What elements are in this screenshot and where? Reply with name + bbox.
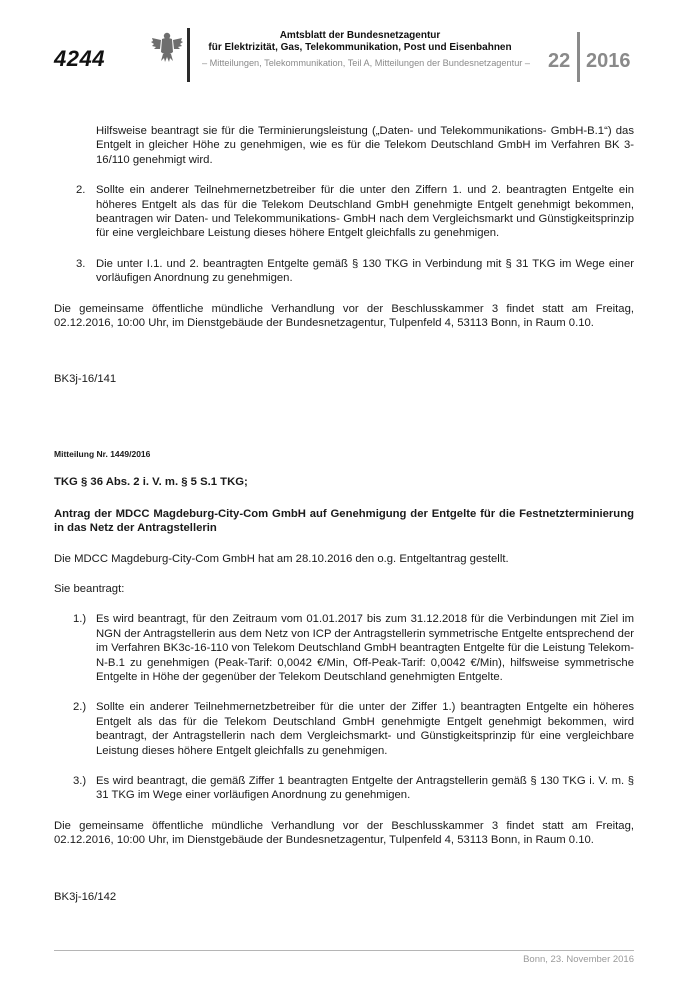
footer-date: Bonn, 23. November 2016 xyxy=(523,954,634,965)
issue-number: 22 xyxy=(548,50,571,72)
notice-reference: BK3j-16/142 xyxy=(54,890,117,903)
section1-intro: Hilfsweise beantragt sie für die Terminierungsleistung („Daten- und Telekommunikations- GmbH-B.1“) das Entgelt in gleicher Höhe zu genehmigen, wie es für die Telekom Deutschland GmbH im Verfahren BK 3-16/110 genehmigt wird. xyxy=(96,125,634,166)
list-item xyxy=(54,183,634,241)
list-item-text: Die unter I.1. und 2. beantragten Entgelte gemäß § 130 TKG in Verbindung mit § 31 TKG im Wege einer vorläufigen Anordnung zu genehmigen. xyxy=(96,257,634,285)
list-item xyxy=(54,774,634,803)
page-number: 4244 xyxy=(54,46,105,71)
document-body xyxy=(54,124,634,904)
footer-divider xyxy=(54,950,634,951)
issue-year: 2016 xyxy=(586,50,631,72)
header-divider xyxy=(187,28,190,82)
list-item-text: Sollte ein anderer Teilnehmernetzbetreiber für die unter den Ziffern 1. und 2. beantragten Entgelte ein höheres Entgelt als das für die Telekom Deutschland GmbH genehmigte Entgelt genehmigt bekommen, beantragen wir Daten- und Telekommunikations- GmbH nach dem Vergleichsmarkt und Günstigkeitsprinzip für eine vergleichbare Leistung dieses höhere Entgelt gleichfalls zu genehmigen. xyxy=(96,184,634,240)
notice-requests-intro: Sie beantragt: xyxy=(54,582,125,595)
section1-reference: BK3j-16/141 xyxy=(54,373,117,386)
list-item xyxy=(54,612,634,684)
gazette-title-line1: Amtsblatt der Bundesnetzagentur xyxy=(279,30,441,41)
list-item-number: 1.) xyxy=(73,613,87,626)
list-item-number: 2.) xyxy=(73,701,87,714)
notice-hearing: Die gemeinsame öffentliche mündliche Verhandlung vor der Beschlusskammer 3 findet statt am Freitag, 02.12.2016, 10:00 Uhr, im Dienstgebäude der Bundesnetzagentur, Tulpenfeld 4, 53113 Bonn, in Raum 0.10. xyxy=(54,819,634,847)
list-item-text: Sollte ein anderer Teilnehmernetzbetreiber für die unter der Ziffer 1.) beantragten Entgelte ein höheres Entgelt als das für die Telekom Deutschland GmbH genehmigte Entgelt genehmigt bekommen, wird beantragt, der Antragstellerin nach dem Vergleichsmarkt- und Günstigkeitsprinzip für eine vergleichbare Leistung dieses höhere Entgelt gleichfalls zu genehmigen. xyxy=(96,701,634,757)
gazette-title xyxy=(200,30,520,54)
list-item-text: Es wird beantragt, die gemäß Ziffer 1 beantragten Entgelte der Antragstellerin gemäß § 130 TKG i. V. m. § 31 TKG im Wege einer vorläufigen Anordnung zu genehmigen. xyxy=(96,774,634,802)
list-item-text: Es wird beantragt, für den Zeitraum vom 01.01.2017 bis zum 31.12.2018 für die Verbindungen mit Ziel im NGN der Antragstellerin aus dem Netz von ICP der Antragstellerin symmetrische Entgelte entsprechend der im Verfahren BK3c-16-110 von Telekom Deutschland GmbH beantragten Entgelte für die Leistung Telekom-N-B.1 zu genehmigen (Peak-Tarif: 0,0042 €/Min, Off-Peak-Tarif: 0,0042 €/Min), hilfsweise symmetrische Entgelte in Höhe der gegenüber der Telekom Deutschland genehmigten Entgelte. xyxy=(96,613,634,683)
list-item-number: 3.) xyxy=(73,774,87,787)
notice-legal-basis: TKG § 36 Abs. 2 i. V. m. § 5 S.1 TKG; xyxy=(54,476,248,489)
gazette-title-line2: für Elektrizität, Gas, Telekommunikation, Post und Eisenbahnen xyxy=(208,42,512,53)
issue-divider xyxy=(577,32,580,82)
list-item-number: 2. xyxy=(76,184,86,197)
notice-title: Antrag der MDCC Magdeburg-City-Com GmbH auf Genehmigung der Entgelte für die Festnetzterminierung in das Netz der Antragstellerin xyxy=(54,507,634,535)
notice-label: Mitteilung Nr. 1449/2016 xyxy=(54,448,151,459)
notice-intro: Die MDCC Magdeburg-City-Com GmbH hat am 28.10.2016 den o.g. Entgeltantrag gestellt. xyxy=(54,552,509,565)
list-item xyxy=(54,700,634,758)
list-item xyxy=(54,257,634,286)
list-item-number: 3. xyxy=(76,257,86,270)
federal-eagle-icon xyxy=(150,30,184,64)
gazette-subtitle: – Mitteilungen, Telekommunikation, Teil A, Mitteilungen der Bundesnetzagentur – xyxy=(201,58,531,68)
section1-hearing: Die gemeinsame öffentliche mündliche Verhandlung vor der Beschlusskammer 3 findet statt am Freitag, 02.12.2016, 10:00 Uhr, im Dienstgebäude der Bundesnetzagentur, Tulpenfeld 4, 53113 Bonn, in Raum 0.10. xyxy=(54,302,634,330)
